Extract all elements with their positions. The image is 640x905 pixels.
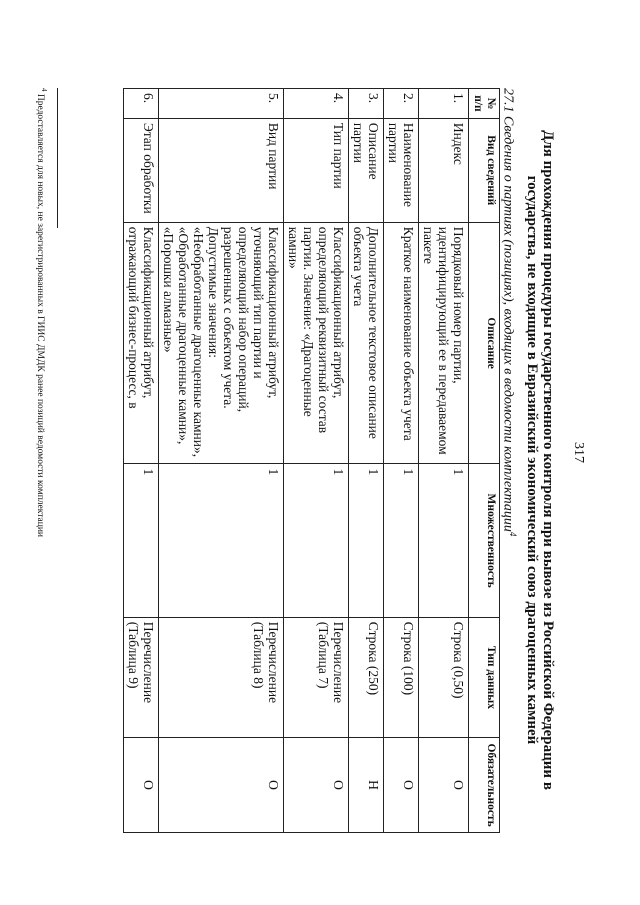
header-kind: Вид сведений: [469, 118, 500, 222]
cell-description: Классификационный атрибут, отражающий бизнес-процесс, в: [124, 222, 159, 464]
caption-footnote-mark: 4: [508, 531, 518, 537]
cell-data-type: Перечисление (Таблица 9): [124, 617, 159, 737]
footnote-divider: [57, 88, 58, 228]
cell-kind: Вид партии: [159, 118, 284, 222]
header-required: Обязательность: [469, 738, 500, 833]
cell-no: 4.: [284, 89, 349, 119]
cell-multiplicity: 1: [159, 464, 284, 617]
table-caption: [499, 88, 518, 536]
cell-multiplicity: 1: [284, 464, 349, 617]
header-multiplicity: Множественность: [469, 464, 500, 617]
cell-data-type: Строка (250): [349, 617, 384, 737]
header-no: № п/п: [469, 89, 500, 119]
cell-description: Краткое наименование объекта учета: [384, 222, 419, 464]
header-description: Описание: [469, 222, 500, 464]
lots-table: [123, 88, 500, 833]
cell-required: О: [419, 738, 469, 833]
cell-required: О: [159, 738, 284, 833]
cell-multiplicity: 1: [349, 464, 384, 617]
cell-data-type: Перечисление (Таблица 7): [284, 617, 349, 737]
cell-no: 3.: [349, 89, 384, 119]
cell-required: О: [124, 738, 159, 833]
cell-no: 2.: [384, 89, 419, 119]
caption-text: 27.1 Сведения о партиях (позициях), входящих в ведомости комплектации: [500, 88, 516, 532]
cell-no: 1.: [419, 89, 469, 119]
table-row: [419, 89, 469, 833]
cell-data-type: Строка (0,50): [419, 617, 469, 737]
cell-description: Классификационный атрибут, определяющий реквизитный состав партии. Значение: «Драгоценные камни»: [284, 222, 349, 464]
footnote: [35, 88, 48, 537]
page-number: 317: [571, 442, 586, 463]
cell-required: Н: [349, 738, 384, 833]
cell-kind: Этап обработки: [124, 118, 159, 222]
footnote-text: Предоставляется для новых, не зарегистрированных в ГИИС ДМДК ранее позиций ведомости комплектации: [34, 93, 45, 537]
table-row: [159, 89, 284, 833]
cell-description: Классификационный атрибут, уточняющий тип партии и определяющий набор операций, разрешенных с объектом учета. Допустимые значения: «Необработанные драгоценные камни», «Обработанные драгоценные камни», «Порошки алмазные»: [159, 222, 284, 464]
cell-kind: Тип партии: [284, 118, 349, 222]
cell-required: О: [284, 738, 349, 833]
cell-multiplicity: 1: [384, 464, 419, 617]
table-row: [349, 89, 384, 833]
cell-kind: Индекс: [419, 118, 469, 222]
cell-multiplicity: 1: [124, 464, 159, 617]
cell-no: 6.: [124, 89, 159, 119]
cell-kind: Наименование партии: [384, 118, 419, 222]
cell-description: Порядковый номер партии, идентифицирующий ее в передаваемом пакете: [419, 222, 469, 464]
cell-description: Дополнительное текстовое описание объекта учета: [349, 222, 384, 464]
document-heading: Для прохождения процедуры государственного контроля при вывозе из Российской Федерации в государства, не входящие в Евразийский экономический союз драгоценных камней: [524, 130, 556, 790]
table-header-row: [469, 89, 500, 833]
table-row: [384, 89, 419, 833]
header-data-type: Тип данных: [469, 617, 500, 737]
cell-required: О: [384, 738, 419, 833]
cell-data-type: Перечисление (Таблица 8): [159, 617, 284, 737]
footnote-mark: 4: [40, 88, 48, 92]
table-row: [284, 89, 349, 833]
cell-no: 5.: [159, 89, 284, 119]
table-row: [124, 89, 159, 833]
cell-kind: Описание партии: [349, 118, 384, 222]
cell-multiplicity: 1: [419, 464, 469, 617]
cell-data-type: Строка (100): [384, 617, 419, 737]
